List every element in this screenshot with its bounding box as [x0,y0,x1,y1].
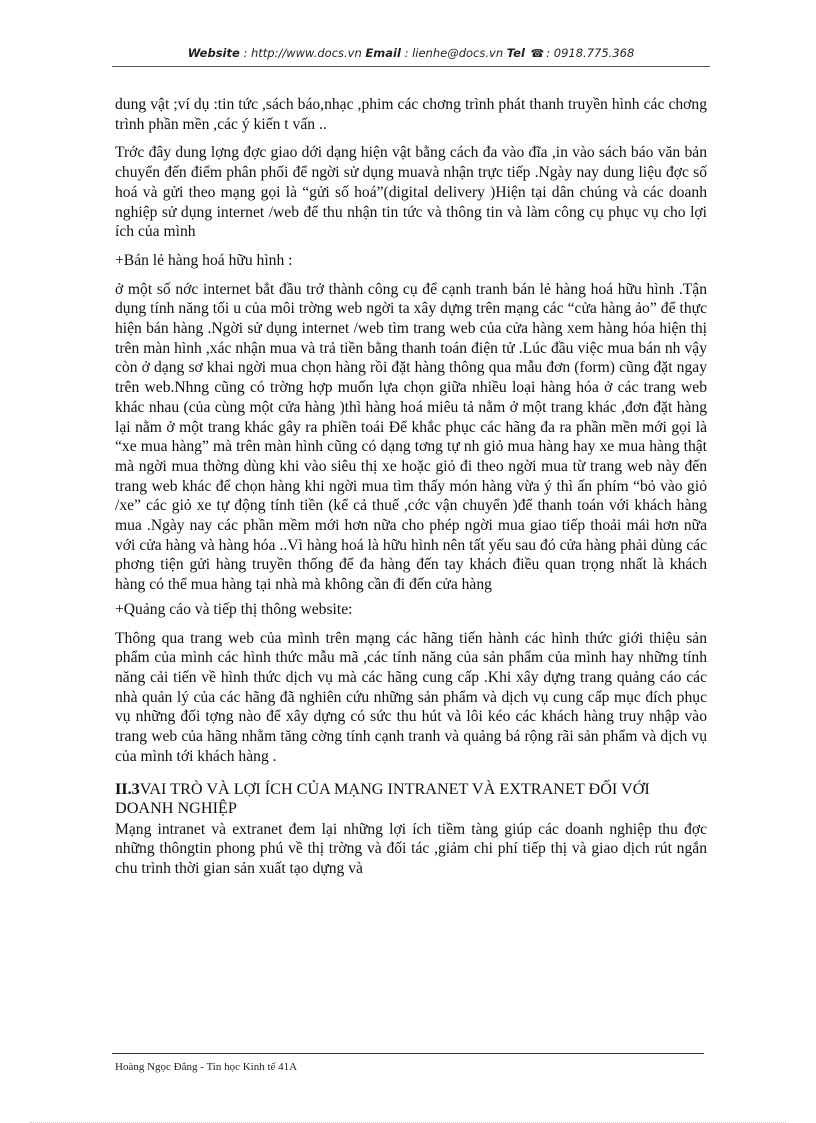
footer-divider [112,1053,704,1054]
tel-value: : 0918.775.368 [546,46,635,60]
tel-label: Tel [506,46,525,60]
subheading-advertising: +Quảng cáo và tiếp thị thông website: [115,600,353,618]
document-body [115,95,707,888]
subheading-retail: +Bán lẻ hàng hoá hữu hình : [115,251,293,269]
section-heading [115,780,707,818]
section-number: II.3 [115,779,140,798]
email-label: Email [365,46,401,60]
section-title: VAI TRÒ VÀ LỢI ÍCH CỦA MẠNG INTRANET VÀ EXTRANET ĐỐI VỚI DOANH NGHIỆP [115,779,650,817]
email-value: : lienhe@docs.vn [404,46,504,60]
header-divider [112,66,710,67]
page-header [112,46,710,60]
website-label: Website [187,46,240,60]
website-value: : http://www.docs.vn [243,46,362,60]
phone-icon: ☎ [530,47,545,60]
paragraph: Mạng intranet và extranet đem lại những lợi ích tiềm tàng giúp các doanh nghiệp thu đợc những thôngtin phong phú về thị trờng và đối tác ,giảm chi phí tiếp thị và giao dịch rút ngắn chu trình thời gian sản xuất tạo dựng và [115,820,707,877]
page-footer: Hoàng Ngọc Đẳng - Tin học Kinh tế 41A [115,1061,298,1073]
paragraph: Trớc đây dung lợng đợc giao dới dạng hiện vật bằng cách đa vào đĩa ,in vào sách báo văn bản chuyển đến điểm phân phối để ngời sử dụng muavà nhận trực tiếp .Ngày nay dung liệu đợc số hoá và gửi theo mạng gọi là “gửi số hoá”(digital delivery )Hiện tại dân chúng và các doanh nghiệp sử dụng internet /web để thu nhận tin tức và thông tin và làm công cụ phục vụ cho lợi ích của mình [115,144,707,241]
paragraph: Thông qua trang web của mình trên mạng các hãng tiến hành các hình thức giới thiệu sản phẩm của mình các hình thức mẫu mã ,các tính năng của sản phẩm của mình hay những tính năng cải tiến về hình thức dịch vụ mà các hãng cung cấp .Khi xây dựng trang quảng cáo các nhà quản lý của các hãng đã nghiên cứu những sản phẩm và dịch vụ cung cấp mục đích phục vụ những đối tợng nào để xây dựng có sức thu hút và lôi kéo các khách hàng truy nhập vào trang web của hãng nhằm tăng cờng tính cạnh tranh và quảng bá rộng rãi sản phẩm và dịch vụ của mình tới khách hàng . [115,629,707,765]
paragraph: ở một số nớc internet bắt đầu trở thành công cụ để cạnh tranh bán lẻ hàng hoá hữu hình .Tận dụng tính năng tối u của môi trờng web ngời ta xây dựng trên mạng các “cửa hàng ảo” để thực hiện bán hàng .Ngời sử dụng internet /web tìm trang web của cửa hàng xem hàng hóa hiện thị trên màn hình ,xác nhận mua và trả tiền bằng thanh toán điện tử .Lúc đầu việc mua bán nh vậy còn ở dạng sơ khai ngời mua chọn hàng rồi đặt hàng thông qua mẫu đơn (form) cũng đặt ngay trên web.Nhng cũng có trờng hợp muốn lựa chọn giữa nhiều loại hàng hóa ở các trang web khác nhau (của cùng một cửa hàng )thì hàng hoá miêu tả nằm ở một trang khác ,đơn đặt hàng lại nằm ở một trang khác gây ra phiền toái Để khắc phục các hãng đa ra phần mền mới gọi là “xe mua hàng” mà trên màn hình cũng có dạng tơng tự nh giỏ mua hàng hay xe mua hàng thật mà ngời mua thờng dùng khi vào siêu thị xe hoặc giỏ đi theo ngời mua từ trang web này đến trang web khác để chọn hàng khi ngời mua tìm thấy món hàng vừa ý thì ấn phím “bỏ vào giỏ /xe” các giỏ xe tự động tính tiền (kể cả thuế ,cớc vận chuyển )để thanh toán với khách hàng mua .Ngày nay các phần mềm mới hơn nữa cho phép ngời mua giao tiếp thoải mái hơn nữa với cửa hàng và hàng hóa ..Vì hàng hoá là hữu hình nên tất yếu sau đó cửa hàng phải dùng các phơng tiện gửi hàng truyền thống để đa hàng đến tay khách điều quan trọng nhất là khách hàng có thể mua hàng tại nhà mà không cần đi đến cửa hàng [115,280,707,594]
paragraph: dung vật ;ví dụ :tin tức ,sách báo,nhạc ,phim các chơng trình phát thanh truyền hình các chơng trình phần mền ,các ý kiến t vấn .. [115,96,707,133]
